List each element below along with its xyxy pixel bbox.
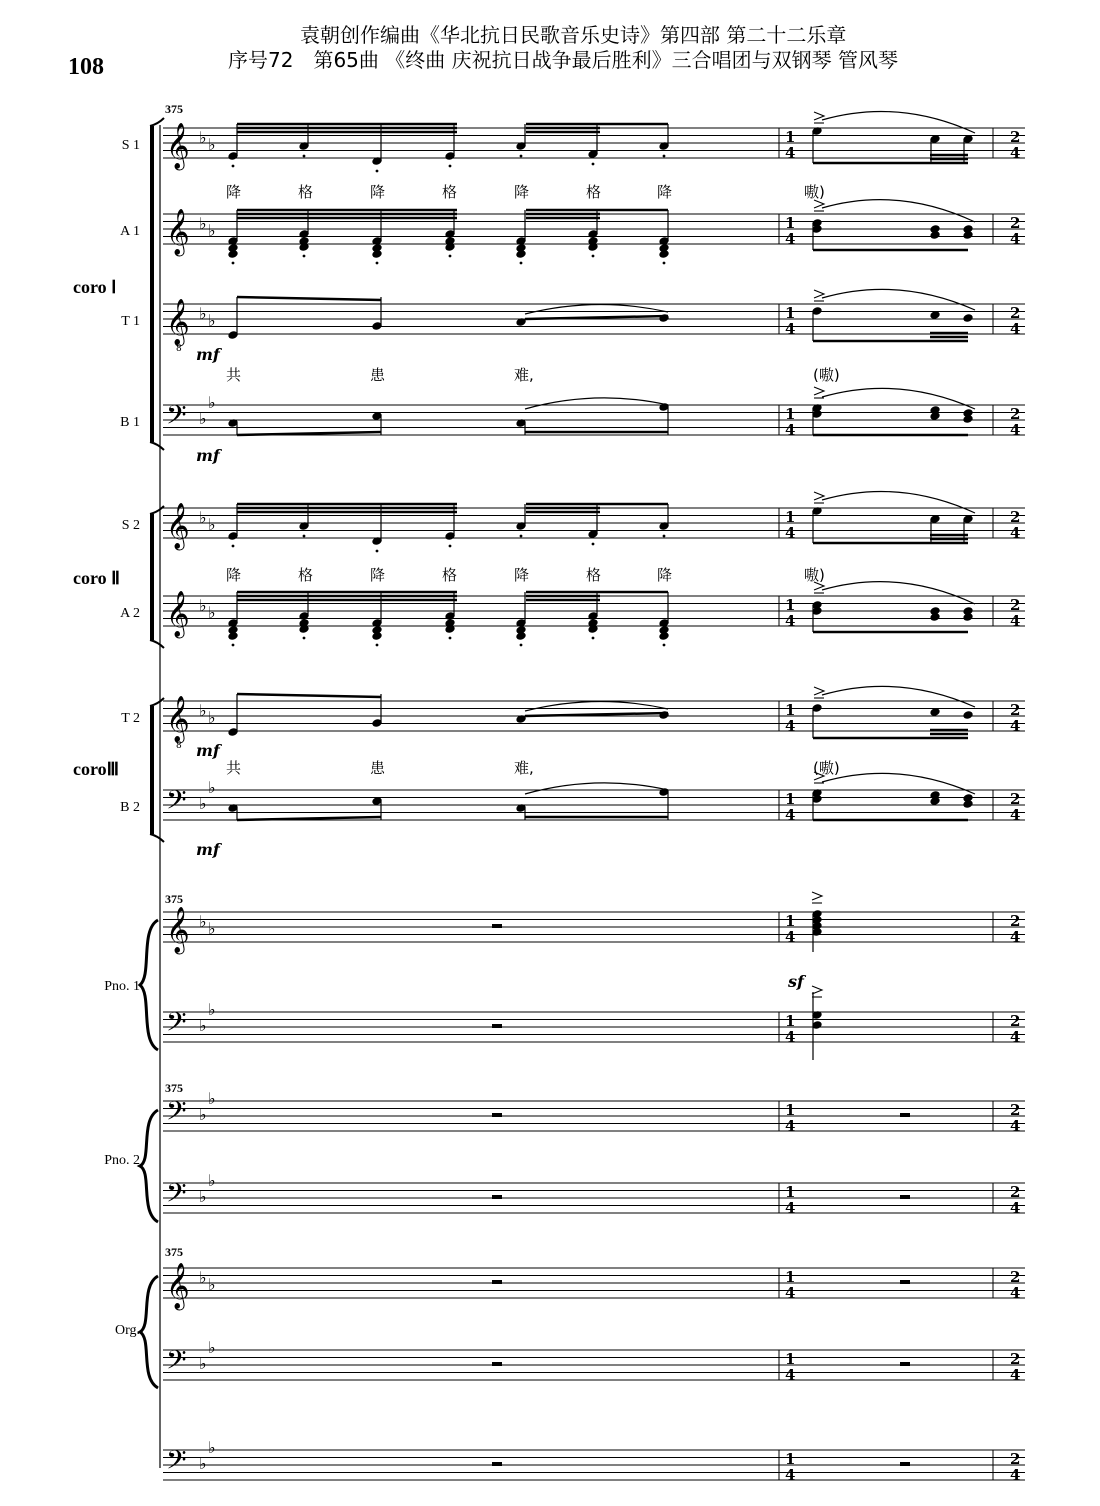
- slur: [822, 112, 975, 133]
- time-sig-bottom: 4: [1010, 717, 1021, 735]
- staff-label-a1: A 1: [120, 224, 140, 239]
- time-sig-bottom: 4: [785, 806, 796, 824]
- lyric-s2: 降: [370, 566, 386, 584]
- rest: [900, 1280, 910, 1284]
- flat-sign: ♭: [208, 1338, 216, 1357]
- measure-number-piano1: 375: [165, 892, 183, 906]
- dynamic-b2: mf: [196, 840, 220, 859]
- staccato-dot: [232, 165, 235, 168]
- flat-sign: ♭: [208, 1275, 216, 1294]
- bass-clef: 𝄢: [166, 1095, 187, 1133]
- staccato-dot: [592, 163, 595, 166]
- flat-sign: ♭: [199, 304, 207, 323]
- staccato-dot: [449, 165, 452, 168]
- lyric-s2: 降: [514, 566, 530, 584]
- slur: [822, 773, 975, 794]
- flat-sign: ♭: [199, 508, 207, 527]
- time-sig-bottom: 4: [1010, 1117, 1021, 1135]
- time-sig-top: 1: [785, 596, 796, 614]
- staff-label-b1: B 1: [120, 415, 140, 430]
- brace-pno1: [140, 920, 158, 1050]
- dynamic-b1: mf: [196, 446, 220, 465]
- accent-mark: [814, 687, 824, 695]
- staccato-dot: [520, 262, 523, 265]
- time-sig-bottom: 4: [785, 1117, 796, 1135]
- staff-label-s1: S 1: [121, 138, 140, 153]
- rest: [900, 1362, 910, 1366]
- flat-sign: ♭: [199, 1105, 207, 1124]
- bass-clef: 𝄢: [166, 784, 187, 822]
- lyric-t2: 难,: [514, 759, 534, 777]
- octave-mark: 8: [176, 344, 182, 354]
- time-sig-bottom: 4: [785, 1284, 796, 1302]
- flat-sign: ♭: [199, 128, 207, 147]
- slur: [525, 304, 668, 314]
- flat-sign: ♭: [199, 1454, 207, 1473]
- treble-clef: 𝄞: [166, 907, 190, 953]
- time-sig-bottom: 4: [785, 1028, 796, 1046]
- time-sig-top: 1: [785, 1268, 796, 1286]
- staff-label-a2: A 2: [120, 606, 140, 621]
- time-sig-top: 1: [785, 1350, 796, 1368]
- time-sig-top: 2: [1010, 1101, 1021, 1119]
- accent-mark: [814, 290, 824, 298]
- time-sig-bottom: 4: [1010, 1199, 1021, 1217]
- time-sig-bottom: 4: [1010, 524, 1021, 542]
- time-sig-bottom: 4: [1010, 928, 1021, 946]
- lyric-t1: 共: [226, 366, 242, 384]
- time-sig-top: 1: [785, 128, 796, 146]
- lyric-t2: 患: [370, 759, 386, 777]
- brace-organ: [140, 1276, 158, 1388]
- time-sig-bottom: 4: [1010, 230, 1021, 248]
- flat-sign: ♭: [199, 912, 207, 931]
- page-number: 108: [68, 54, 104, 80]
- flat-sign: ♭: [208, 393, 216, 412]
- slur: [822, 388, 975, 409]
- time-sig-top: 1: [785, 1012, 796, 1030]
- slur: [822, 492, 975, 513]
- bass-clef: 𝄢: [166, 1006, 187, 1044]
- time-sig-bottom: 4: [1010, 320, 1021, 338]
- beam: [237, 694, 381, 697]
- bass-clef: 𝄢: [166, 1177, 187, 1215]
- staccato-dot: [520, 535, 523, 538]
- time-sig-top: 2: [1010, 1268, 1021, 1286]
- bass-clef: 𝄢: [166, 399, 187, 437]
- flat-sign: ♭: [208, 1089, 216, 1108]
- slur: [822, 289, 975, 310]
- flat-sign: ♭: [208, 311, 216, 330]
- time-sig-top: 2: [1010, 1350, 1021, 1368]
- rest: [492, 1462, 502, 1466]
- time-sig-top: 1: [785, 304, 796, 322]
- beam: [237, 297, 381, 300]
- accent-mark: [814, 492, 824, 500]
- staff-t2: [121, 696, 1025, 751]
- measure-number-choir: 375: [165, 102, 183, 116]
- flat-sign: ♭: [208, 603, 216, 622]
- time-sig-bottom: 4: [785, 928, 796, 946]
- flat-sign: ♭: [199, 596, 207, 615]
- staff-t1: [121, 299, 1025, 354]
- staff-p1l: [163, 1000, 1025, 1046]
- slur: [525, 398, 668, 409]
- staccato-dot: [376, 170, 379, 173]
- time-sig-bottom: 4: [785, 320, 796, 338]
- flat-sign: ♭: [199, 409, 207, 428]
- accent-mark: [814, 112, 824, 120]
- group-label-coro3: coroⅢ: [73, 759, 120, 779]
- lyric-s1: 降: [370, 183, 386, 201]
- time-sig-bottom: 4: [785, 1466, 796, 1484]
- time-sig-bottom: 4: [1010, 612, 1021, 630]
- flat-sign: ♭: [199, 794, 207, 813]
- treble-clef: 𝄞: [166, 123, 190, 169]
- flat-sign: ♭: [208, 221, 216, 240]
- bass-clef: 𝄢: [166, 1344, 187, 1382]
- staff-p2r: [104, 1089, 1025, 1168]
- flat-sign: ♭: [199, 214, 207, 233]
- title-line-1: 袁朝创作编曲《华北抗日民歌音乐史诗》第四部 第二十二乐章: [300, 23, 847, 47]
- note-head: [962, 710, 973, 720]
- time-sig-bottom: 4: [785, 1366, 796, 1384]
- staff-label-b2: B 2: [120, 800, 140, 815]
- staccato-dot: [303, 155, 306, 158]
- staccato-dot: [520, 155, 523, 158]
- time-sig-top: 1: [785, 1183, 796, 1201]
- lyric-t1: 患: [370, 366, 386, 384]
- rest: [492, 1362, 502, 1366]
- rest: [492, 1113, 502, 1117]
- title-line-2: 序号72 第65曲 《终曲 庆祝抗日战争最后胜利》三合唱团与双钢琴 管风琴: [228, 48, 898, 72]
- bracket-coro1: [150, 118, 164, 450]
- flat-sign: ♭: [199, 1187, 207, 1206]
- time-sig-top: 1: [785, 1101, 796, 1119]
- lyric-t1: 难,: [514, 366, 534, 384]
- time-sig-top: 2: [1010, 790, 1021, 808]
- lyric-s2: 降: [657, 566, 673, 584]
- rest: [492, 924, 502, 928]
- treble-clef: 𝄞: [166, 591, 190, 637]
- time-sig-top: 2: [1010, 128, 1021, 146]
- time-sig-top: 2: [1010, 701, 1021, 719]
- rest: [900, 1113, 910, 1117]
- staccato-dot: [376, 550, 379, 553]
- time-sig-bottom: 4: [1010, 1284, 1021, 1302]
- lyric-s2: 格: [298, 566, 314, 584]
- staccato-dot: [232, 545, 235, 548]
- staff-p1r: [104, 907, 1025, 994]
- group-label-coro2: coro Ⅱ: [73, 568, 121, 588]
- time-sig-bottom: 4: [1010, 1466, 1021, 1484]
- time-sig-top: 1: [785, 912, 796, 930]
- staccato-dot: [449, 637, 452, 640]
- time-sig-bottom: 4: [1010, 806, 1021, 824]
- time-sig-top: 2: [1010, 508, 1021, 526]
- time-sig-top: 2: [1010, 405, 1021, 423]
- staff-orl: [163, 1338, 1025, 1384]
- accent-mark: [812, 892, 822, 900]
- staccato-dot: [376, 262, 379, 265]
- staccato-dot: [376, 644, 379, 647]
- staff-label-p2r: Pno. 2: [104, 1153, 140, 1168]
- brace-pno2: [140, 1110, 158, 1222]
- note-head: [962, 313, 973, 323]
- flat-sign: ♭: [199, 1354, 207, 1373]
- staccato-dot: [592, 637, 595, 640]
- flat-sign: ♭: [208, 515, 216, 534]
- rest: [900, 1462, 910, 1466]
- staccato-dot: [449, 545, 452, 548]
- time-sig-top: 2: [1010, 596, 1021, 614]
- flat-sign: ♭: [208, 1000, 216, 1019]
- staccato-dot: [663, 644, 666, 647]
- lyric-s1: 嗷): [804, 183, 825, 201]
- time-sig-bottom: 4: [785, 524, 796, 542]
- staff-label-orr: Org.: [114, 1323, 140, 1338]
- rest: [492, 1024, 502, 1028]
- lyric-s2: 嗷): [804, 566, 825, 584]
- bass-clef: 𝄢: [166, 1444, 187, 1482]
- time-sig-top: 1: [785, 405, 796, 423]
- flat-sign: ♭: [208, 1171, 216, 1190]
- slur: [525, 783, 668, 794]
- bracket-coro2: [150, 506, 164, 648]
- lyric-s1: 格: [586, 183, 602, 201]
- time-sig-bottom: 4: [785, 1199, 796, 1217]
- lyric-t2: 共: [226, 759, 242, 777]
- lyric-s1: 降: [226, 183, 242, 201]
- time-sig-top: 1: [785, 214, 796, 232]
- flat-sign: ♭: [199, 1268, 207, 1287]
- lyric-s2: 格: [442, 566, 458, 584]
- octave-mark: 8: [176, 741, 182, 751]
- time-sig-top: 2: [1010, 214, 1021, 232]
- time-sig-bottom: 4: [785, 717, 796, 735]
- staccato-dot: [663, 535, 666, 538]
- time-sig-bottom: 4: [1010, 144, 1021, 162]
- accent-mark: [814, 387, 824, 395]
- dynamic-t2: mf: [196, 741, 220, 760]
- staff-orr: [115, 1263, 1025, 1338]
- staccato-dot: [520, 644, 523, 647]
- staff-label-t1: T 1: [121, 314, 140, 329]
- time-sig-bottom: 4: [785, 612, 796, 630]
- flat-sign: ♭: [208, 135, 216, 154]
- time-sig-top: 2: [1010, 1183, 1021, 1201]
- dynamic-pno1: sf: [788, 972, 804, 991]
- time-sig-bottom: 4: [785, 421, 796, 439]
- staccato-dot: [303, 637, 306, 640]
- staccato-dot: [303, 535, 306, 538]
- measure-number-organ: 375: [165, 1245, 183, 1259]
- time-sig-bottom: 4: [1010, 1366, 1021, 1384]
- rest: [492, 1195, 502, 1199]
- staff-label-s2: S 2: [121, 518, 140, 533]
- time-sig-top: 1: [785, 508, 796, 526]
- slur: [822, 582, 975, 604]
- staccato-dot: [303, 255, 306, 258]
- treble-clef: 𝄞: [166, 209, 190, 255]
- flat-sign: ♭: [208, 708, 216, 727]
- group-label-coro1: coro Ⅰ: [73, 277, 117, 297]
- time-sig-bottom: 4: [785, 144, 796, 162]
- measure-number-piano2: 375: [165, 1081, 183, 1095]
- time-sig-top: 1: [785, 1450, 796, 1468]
- time-sig-top: 2: [1010, 1012, 1021, 1030]
- lyric-s1: 降: [657, 183, 673, 201]
- lyric-s2: 格: [586, 566, 602, 584]
- slur: [525, 701, 668, 711]
- flat-sign: ♭: [208, 778, 216, 797]
- staccato-dot: [449, 255, 452, 258]
- treble-clef: 𝄞: [166, 299, 190, 345]
- time-sig-top: 2: [1010, 304, 1021, 322]
- time-sig-bottom: 4: [785, 230, 796, 248]
- time-sig-top: 2: [1010, 912, 1021, 930]
- staccato-dot: [663, 262, 666, 265]
- time-sig-bottom: 4: [1010, 1028, 1021, 1046]
- slur: [822, 200, 975, 222]
- flat-sign: ♭: [208, 1438, 216, 1457]
- lyric-t1: (嗷): [813, 366, 840, 384]
- time-sig-top: 1: [785, 790, 796, 808]
- staccato-dot: [232, 644, 235, 647]
- treble-clef: 𝄞: [166, 503, 190, 549]
- staccato-dot: [592, 543, 595, 546]
- time-sig-bottom: 4: [1010, 421, 1021, 439]
- staves-layer: [104, 112, 1025, 1484]
- dynamic-t1: mf: [196, 345, 220, 364]
- lyric-s2: 降: [226, 566, 242, 584]
- staccato-dot: [592, 255, 595, 258]
- rest: [900, 1195, 910, 1199]
- lyric-t2: (嗷): [813, 759, 840, 777]
- rest: [492, 1280, 502, 1284]
- time-sig-top: 1: [785, 701, 796, 719]
- accent-mark: [814, 200, 824, 208]
- staccato-dot: [663, 155, 666, 158]
- flat-sign: ♭: [208, 919, 216, 938]
- slur: [822, 686, 975, 707]
- staff-p2l: [163, 1171, 1025, 1217]
- lyric-s1: 格: [442, 183, 458, 201]
- staff-label-t2: T 2: [121, 711, 140, 726]
- flat-sign: ♭: [199, 701, 207, 720]
- bracket-coro3: [150, 698, 164, 842]
- staff-label-p1r: Pno. 1: [104, 979, 140, 994]
- time-sig-top: 2: [1010, 1450, 1021, 1468]
- lyric-s1: 降: [514, 183, 530, 201]
- lyric-s1: 格: [298, 183, 314, 201]
- treble-clef: 𝄞: [166, 1263, 190, 1309]
- staff-orp: [163, 1438, 1025, 1484]
- treble-clef: 𝄞: [166, 696, 190, 742]
- staccato-dot: [232, 262, 235, 265]
- flat-sign: ♭: [199, 1016, 207, 1035]
